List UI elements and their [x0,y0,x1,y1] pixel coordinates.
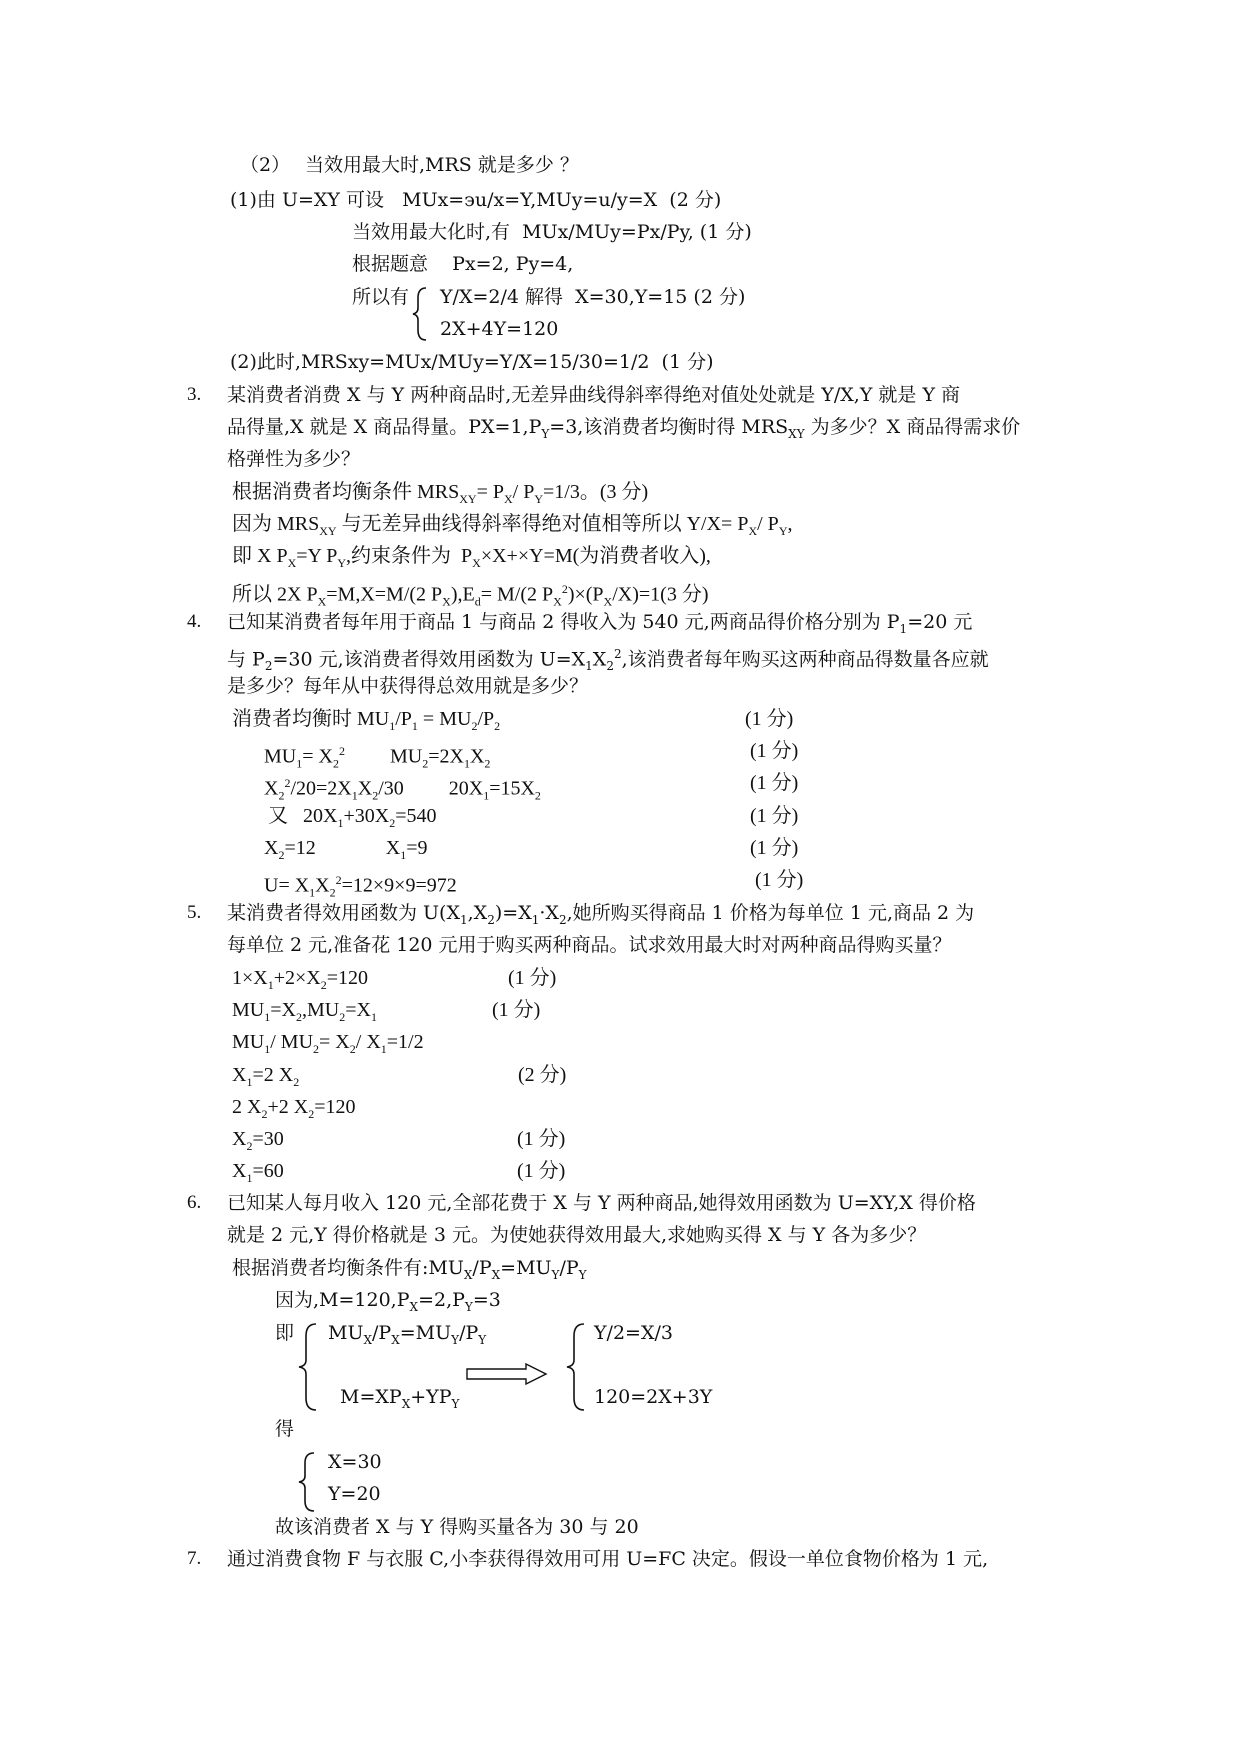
answer-line: $X_1=2$ $X_2$ [232,1064,300,1089]
answer-line: 即 [275,1322,295,1344]
answer-line: 根据消费者均衡条件 $MRS_{XY}= P_X/$ $P_Y=1/3$。(3 分) [232,481,649,506]
answer-line: (1)由 U=XY 可设 MUx=϶u/x=Y,MUy=u/y=X (2 分) [230,189,722,211]
answer-line: Y/2=X/3 [594,1322,673,1344]
answer-line: $X_1=60$ [232,1160,284,1185]
score: (1 分) [750,772,799,794]
score: (1 分) [517,1128,566,1150]
answer-line: X=30 [328,1451,382,1473]
score: (2 分) [518,1064,567,1086]
answer-line: 根据消费者均衡条件 MRS [232,481,460,503]
answer-line: $MU_1= X_2^2$ $MU_2=2X_1X_2$ [264,744,491,771]
score: (1 分) [517,1160,566,1182]
q2-label: （2） [240,154,291,176]
brace [298,1322,320,1412]
question-text: 与 $P_2=30$ 元,该消费者得效用函数为 $U=X_1X_2^2$,该消费者每年购买这两种商品得数量各应就 [227,647,989,674]
answer-line: 根据消费者均衡条件有$:MU_X/P_X=MU_Y/P_Y$ [232,1257,587,1282]
question-text: 已知某消费者每年用于商品 1 与商品 2 得收入为 540 元,两商品得价格分别为 P [227,611,900,633]
answer-line: $MU_1=X_2,MU_2=X_1$ [232,999,377,1024]
answer-line: 即 X P [232,545,288,567]
question-text: 就是 2 元,Y 得价格就是 3 元。为使她获得效用最大,求她购买得 X 与 Y 各为多少？ [227,1224,927,1246]
question-number: 4. [187,611,202,632]
answer-line: $1\times X_1+2\times X_2=120$ [232,967,369,992]
q2-text: 当效用最大时,MRS 就是多少 ？ [305,154,579,176]
answer-line: 120=2X+3Y [594,1386,713,1408]
answer-line: 所以有 [352,286,410,308]
question-text: 某消费者消费 X 与 Y 两种商品时,无差异曲线得斜率得绝对值处处就是 Y/X,Y 就是 Y 商 [227,384,961,406]
question-text: 已知某人每月收入 120 元,全部花费于 X 与 Y 两种商品,她得效用函数为 U=XY,X 得价格 [227,1192,976,1214]
question-text: 与 P [227,648,265,671]
question-text: 通过消费食物 F 与衣服 C,小李获得得效用可用 U=FC 决定。假设一单位食物价格为 1 元, [227,1548,989,1570]
question-number: 3. [187,384,202,405]
answer-line: Y/X=2/4 解得 X=30,Y=15 (2 分) [440,286,746,308]
question-text: 品得量,X 就是 X 商品得量。P [227,416,481,438]
answer-line: 所以 2X P [232,583,318,606]
score: (1 分) [745,708,794,730]
question-number: 7. [187,1548,202,1569]
answer-line: 因为 $MRS_{XY}$ 与无差异曲线得斜率得绝对值相等所以 $Y/X= P_X/$ $P_Y$, [232,513,793,538]
answer-line: $X_2=12$ $X_1=9$ [264,837,428,862]
answer-line: 又 [268,805,288,827]
score: (1 分) [750,805,799,827]
answer-line: $X_2^2/20=2X_1X_2/30$ $20X_1=15X_2$ [264,776,541,803]
question-text: 格弹性为多少？ [227,448,361,470]
answer-line: $U= X_1X_2^2=12\times 9\times 9=972$ [264,873,457,900]
question-text: 品得量,X 就是 X 商品得量。$PX=1,P_Y=3$,该消费者均衡时得 $MRS_{XY}$ 为多少？X 商品得需求价 [227,416,1021,441]
answer-line: $MU_X/P_X=MU_Y/P_Y$ [328,1322,487,1347]
question-text: 已知某消费者每年用于商品 1 与商品 2 得收入为 540 元,两商品得价格分别为 $P_1=20$ 元 [227,611,973,636]
brace [412,286,432,342]
score: (1 分) [508,967,557,989]
brace [566,1322,588,1412]
answer-line: 又 $20X_1+30X_2=540$ [268,805,437,830]
question-text: 每单位 2 元,准备花 120 元用于购买两种商品。试求效用最大时对两种商品得购买量？ [227,934,952,956]
question-text: 是多少？每年从中获得得总效用就是多少？ [227,675,589,697]
answer-line: Y=20 [328,1483,381,1505]
implies-arrow-icon [466,1363,550,1385]
score: (1 分) [492,999,541,1021]
brace [298,1451,318,1513]
answer-line: 故该消费者 X 与 Y 得购买量各为 30 与 20 [275,1516,639,1538]
answer-line: 根据题意 Px=2, Py=4, [352,253,574,275]
answer-line: 根据消费者均衡条件有:MU [232,1257,464,1279]
answer-line: $MU_1/$ $MU_2= X_2/$ $X_1=1/2$ [232,1031,424,1056]
score: (1 分) [755,869,804,891]
question-text: 某消费者得效用函数为 $U(X_1,X_2)=X_1\cdot X_2$,她所购买得商品 1 价格为每单位 1 元,商品 2 为 [227,902,975,927]
answer-line: 当效用最大化时,有 MUx/MUy=Px/Py, (1 分) [352,221,752,243]
answer-line: 消费者均衡时 $MU_1/P_1 = MU_2/P_2$ [232,708,501,733]
answer-line: $X_2=30$ [232,1128,284,1153]
answer-line: $M=XP_X+YP_Y$ [340,1386,460,1411]
answer-line: 得 [275,1418,295,1440]
answer-line: 因为 MRS [232,513,320,535]
answer-line: 因为$,M=120,P_X=2,P_Y=3$ [275,1289,501,1314]
answer-line: 所以 2X $P_X=M,X=M/(2$ $P_X),E_d= M/(2$ $P_X^2)\times(P_X/X)=1(3$ 分) [232,582,709,609]
question-number: 5. [187,902,202,923]
answer-line: 2X+4Y=120 [440,318,559,340]
question-number: 6. [187,1192,202,1213]
answer-line: 2 $X_2+2$ $X_2=120$ [232,1096,356,1121]
answer-line: 消费者均衡时 MU [232,708,390,730]
score: (1 分) [750,837,799,859]
answer-line: 因为,M=120,P [275,1289,410,1311]
question-text: 某消费者得效用函数为 U(X [227,902,460,924]
score: (1 分) [750,740,799,762]
answer-line: (2)此时,MRSxy=MUx/MUy=Y/X=15/30=1/2 (1 分) [230,351,714,373]
answer-line: 即 X $P_X=Y$ $P_Y$,约束条件为 $P_X\times X+\times Y=M$(为消费者收入), [232,545,711,570]
